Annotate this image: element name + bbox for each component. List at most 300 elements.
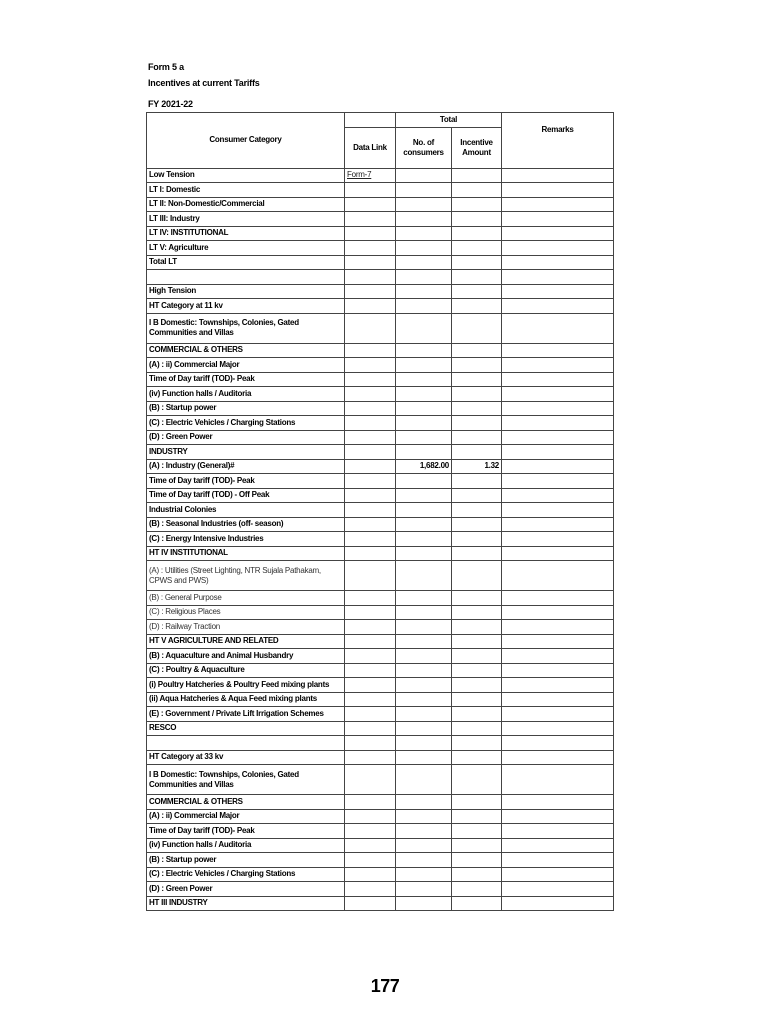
data-link-cell xyxy=(345,358,396,373)
consumer-category-cell: (A) : Utilities (Street Lighting, NTR Sujala Pathakam, CPWS and PWS) xyxy=(147,561,345,591)
incentive-amount-cell xyxy=(452,212,502,227)
consumer-category-cell: LT V: Agriculture xyxy=(147,241,345,256)
table-row xyxy=(147,591,614,606)
page-number: 177 xyxy=(370,976,400,996)
table-row xyxy=(147,634,614,649)
incentive-amount-cell xyxy=(452,401,502,416)
consumer-category-cell xyxy=(147,736,345,751)
incentive-amount-cell xyxy=(452,750,502,765)
remarks-cell xyxy=(502,867,614,882)
data-link-cell xyxy=(345,620,396,635)
no-of-consumers-cell xyxy=(396,620,452,635)
data-link-cell xyxy=(345,372,396,387)
no-of-consumers-cell xyxy=(396,750,452,765)
data-link-cell xyxy=(345,212,396,227)
remarks-cell xyxy=(502,183,614,198)
remarks-cell xyxy=(502,488,614,503)
incentive-amount-cell xyxy=(452,649,502,664)
form-title: Incentives at current Tariffs xyxy=(148,78,260,88)
table-row xyxy=(147,765,614,795)
table-row xyxy=(147,546,614,561)
remarks-cell xyxy=(502,401,614,416)
incentive-amount-cell xyxy=(452,546,502,561)
header-total: Total xyxy=(396,113,502,128)
incentive-amount-cell xyxy=(452,867,502,882)
remarks-cell xyxy=(502,824,614,839)
remarks-cell xyxy=(502,663,614,678)
table-row xyxy=(147,343,614,358)
header-no-of-consumers: No. of consumers xyxy=(396,127,452,168)
table-row xyxy=(147,430,614,445)
incentive-amount-cell xyxy=(452,387,502,402)
incentive-amount-cell xyxy=(452,591,502,606)
incentive-amount-cell xyxy=(452,183,502,198)
no-of-consumers-cell xyxy=(396,736,452,751)
no-of-consumers-cell xyxy=(396,561,452,591)
no-of-consumers-cell xyxy=(396,765,452,795)
table-row xyxy=(147,226,614,241)
incentive-amount-cell xyxy=(452,197,502,212)
data-link-cell xyxy=(345,284,396,299)
data-link-cell xyxy=(345,692,396,707)
table-row xyxy=(147,459,614,474)
no-of-consumers-cell xyxy=(396,532,452,547)
data-link-cell xyxy=(345,853,396,868)
incentive-amount-cell xyxy=(452,634,502,649)
remarks-cell xyxy=(502,896,614,911)
remarks-cell xyxy=(502,634,614,649)
data-link-cell xyxy=(345,750,396,765)
data-link-cell xyxy=(345,824,396,839)
fiscal-year: FY 2021-22 xyxy=(148,99,193,109)
no-of-consumers-cell xyxy=(396,445,452,460)
no-of-consumers-cell xyxy=(396,226,452,241)
table-row xyxy=(147,678,614,693)
consumer-category-cell: Low Tension xyxy=(147,168,345,183)
data-link-cell xyxy=(345,678,396,693)
table-row xyxy=(147,896,614,911)
header-data-link: Data Link xyxy=(345,127,396,168)
data-link-cell xyxy=(345,401,396,416)
consumer-category-cell: COMMERCIAL & OTHERS xyxy=(147,343,345,358)
no-of-consumers-cell xyxy=(396,867,452,882)
remarks-cell xyxy=(502,707,614,722)
consumer-category-cell: (iv) Function halls / Auditoria xyxy=(147,838,345,853)
table-row xyxy=(147,313,614,343)
remarks-cell xyxy=(502,721,614,736)
no-of-consumers-cell xyxy=(396,546,452,561)
data-link-cell xyxy=(345,867,396,882)
no-of-consumers-cell xyxy=(396,517,452,532)
consumer-category-cell: Time of Day tariff (TOD)- Peak xyxy=(147,474,345,489)
consumer-category-cell: HT Category at 11 kv xyxy=(147,299,345,314)
incentive-amount-cell xyxy=(452,707,502,722)
table-row xyxy=(147,197,614,212)
remarks-cell xyxy=(502,459,614,474)
remarks-cell xyxy=(502,168,614,183)
data-link-cell xyxy=(345,387,396,402)
consumer-category-cell: (E) : Government / Private Lift Irrigation Schemes xyxy=(147,707,345,722)
table-row xyxy=(147,401,614,416)
remarks-cell xyxy=(502,692,614,707)
no-of-consumers-cell xyxy=(396,503,452,518)
no-of-consumers-cell xyxy=(396,853,452,868)
data-link-cell xyxy=(345,838,396,853)
table-row xyxy=(147,474,614,489)
table-row xyxy=(147,212,614,227)
incentive-amount-cell xyxy=(452,168,502,183)
remarks-cell xyxy=(502,226,614,241)
remarks-cell xyxy=(502,343,614,358)
consumer-category-cell: LT IV: INSTITUTIONAL xyxy=(147,226,345,241)
incentive-amount-cell xyxy=(452,299,502,314)
no-of-consumers-cell xyxy=(396,707,452,722)
remarks-cell xyxy=(502,299,614,314)
data-link-cell xyxy=(345,430,396,445)
consumer-category-cell: Total LT xyxy=(147,255,345,270)
remarks-cell xyxy=(502,678,614,693)
consumer-category-cell: HT IV INSTITUTIONAL xyxy=(147,546,345,561)
table-row xyxy=(147,561,614,591)
table-row xyxy=(147,663,614,678)
consumer-category-cell: (C) : Religious Places xyxy=(147,605,345,620)
table-row xyxy=(147,284,614,299)
table-row xyxy=(147,445,614,460)
remarks-cell xyxy=(502,474,614,489)
incentive-amount-cell xyxy=(452,561,502,591)
no-of-consumers-cell xyxy=(396,343,452,358)
remarks-cell xyxy=(502,372,614,387)
table-row xyxy=(147,692,614,707)
incentive-amount-cell xyxy=(452,488,502,503)
remarks-cell xyxy=(502,561,614,591)
incentive-amount-cell: 1.32 xyxy=(452,459,502,474)
remarks-cell xyxy=(502,750,614,765)
data-link-cell xyxy=(345,649,396,664)
remarks-cell xyxy=(502,517,614,532)
remarks-cell xyxy=(502,387,614,402)
data-link-cell xyxy=(345,183,396,198)
no-of-consumers-cell xyxy=(396,824,452,839)
incentive-amount-cell xyxy=(452,226,502,241)
consumer-category-cell: (B) : Aquaculture and Animal Husbandry xyxy=(147,649,345,664)
remarks-cell xyxy=(502,503,614,518)
table-row xyxy=(147,387,614,402)
header-consumer-category: Consumer Category xyxy=(147,113,345,169)
remarks-cell xyxy=(502,605,614,620)
data-link-cell xyxy=(345,226,396,241)
table-row xyxy=(147,750,614,765)
incentive-amount-cell xyxy=(452,692,502,707)
data-link-cell xyxy=(345,532,396,547)
consumer-category-cell: Industrial Colonies xyxy=(147,503,345,518)
table-row xyxy=(147,299,614,314)
incentive-amount-cell xyxy=(452,882,502,897)
remarks-cell xyxy=(502,255,614,270)
no-of-consumers-cell xyxy=(396,591,452,606)
consumer-category-cell: (B) : Startup power xyxy=(147,853,345,868)
incentive-amount-cell xyxy=(452,809,502,824)
data-link-cell xyxy=(345,605,396,620)
table-row xyxy=(147,853,614,868)
incentive-amount-cell xyxy=(452,736,502,751)
data-link-cell xyxy=(345,663,396,678)
no-of-consumers-cell xyxy=(396,430,452,445)
table-row xyxy=(147,882,614,897)
remarks-cell xyxy=(502,591,614,606)
incentive-amount-cell xyxy=(452,270,502,285)
no-of-consumers-cell xyxy=(396,372,452,387)
incentive-amount-cell xyxy=(452,620,502,635)
incentive-amount-cell xyxy=(452,416,502,431)
no-of-consumers-cell xyxy=(396,284,452,299)
remarks-cell xyxy=(502,546,614,561)
data-link-cell xyxy=(345,445,396,460)
no-of-consumers-cell xyxy=(396,255,452,270)
remarks-cell xyxy=(502,313,614,343)
incentive-amount-cell xyxy=(452,284,502,299)
data-link-cell xyxy=(345,809,396,824)
no-of-consumers-cell xyxy=(396,634,452,649)
data-link-cell xyxy=(345,765,396,795)
incentive-amount-cell xyxy=(452,663,502,678)
remarks-cell xyxy=(502,430,614,445)
table-row xyxy=(147,255,614,270)
consumer-category-cell: HT III INDUSTRY xyxy=(147,896,345,911)
data-link-cell xyxy=(345,416,396,431)
consumer-category-cell: (C) : Electric Vehicles / Charging Stations xyxy=(147,867,345,882)
remarks-cell xyxy=(502,809,614,824)
remarks-cell xyxy=(502,416,614,431)
data-link-cell xyxy=(345,561,396,591)
header-incentive-amount: Incentive Amount xyxy=(452,127,502,168)
data-link-cell xyxy=(345,503,396,518)
incentive-amount-cell xyxy=(452,343,502,358)
consumer-category-cell: HT Category at 33 kv xyxy=(147,750,345,765)
remarks-cell xyxy=(502,358,614,373)
consumer-category-cell: (A) : ii) Commercial Major xyxy=(147,358,345,373)
no-of-consumers-cell xyxy=(396,721,452,736)
consumer-category-cell: (A) : ii) Commercial Major xyxy=(147,809,345,824)
incentive-amount-cell xyxy=(452,430,502,445)
table-row xyxy=(147,358,614,373)
incentive-amount-cell xyxy=(452,474,502,489)
table-row xyxy=(147,605,614,620)
no-of-consumers-cell xyxy=(396,663,452,678)
no-of-consumers-cell xyxy=(396,416,452,431)
incentive-amount-cell xyxy=(452,678,502,693)
consumer-category-cell: High Tension xyxy=(147,284,345,299)
data-link-cell xyxy=(345,488,396,503)
no-of-consumers-cell xyxy=(396,168,452,183)
data-link-cell xyxy=(345,795,396,810)
remarks-cell xyxy=(502,838,614,853)
no-of-consumers-cell: 1,682.00 xyxy=(396,459,452,474)
incentive-amount-cell xyxy=(452,838,502,853)
remarks-cell xyxy=(502,445,614,460)
data-link-cell xyxy=(345,241,396,256)
table-row xyxy=(147,649,614,664)
incentive-amount-cell xyxy=(452,517,502,532)
incentives-table xyxy=(146,112,614,911)
no-of-consumers-cell xyxy=(396,197,452,212)
table-row xyxy=(147,416,614,431)
incentive-amount-cell xyxy=(452,313,502,343)
consumer-category-cell: (C) : Poultry & Aquaculture xyxy=(147,663,345,678)
remarks-cell xyxy=(502,736,614,751)
consumer-category-cell: LT I: Domestic xyxy=(147,183,345,198)
table-row xyxy=(147,503,614,518)
data-link-cell xyxy=(345,270,396,285)
no-of-consumers-cell xyxy=(396,474,452,489)
remarks-cell xyxy=(502,212,614,227)
consumer-category-cell: (A) : Industry (General)# xyxy=(147,459,345,474)
table-row xyxy=(147,517,614,532)
table-row xyxy=(147,867,614,882)
consumer-category-cell: Time of Day tariff (TOD)- Peak xyxy=(147,372,345,387)
data-link-cell xyxy=(345,591,396,606)
consumer-category-cell: (i) Poultry Hatcheries & Poultry Feed mixing plants xyxy=(147,678,345,693)
remarks-cell xyxy=(502,620,614,635)
incentive-amount-cell xyxy=(452,503,502,518)
consumer-category-cell: I B Domestic: Townships, Colonies, Gated Communities and Villas xyxy=(147,313,345,343)
incentive-amount-cell xyxy=(452,532,502,547)
consumer-category-cell: (B) : Seasonal Industries (off- season) xyxy=(147,517,345,532)
table-row xyxy=(147,183,614,198)
table-row xyxy=(147,241,614,256)
consumer-category-cell: LT II: Non-Domestic/Commercial xyxy=(147,197,345,212)
remarks-cell xyxy=(502,882,614,897)
data-link-cell xyxy=(345,634,396,649)
consumer-category-cell: I B Domestic: Townships, Colonies, Gated Communities and Villas xyxy=(147,765,345,795)
consumer-category-cell: (B) : General Purpose xyxy=(147,591,345,606)
data-link-cell xyxy=(345,707,396,722)
consumer-category-cell: (D) : Green Power xyxy=(147,882,345,897)
table-row xyxy=(147,838,614,853)
table-row xyxy=(147,736,614,751)
no-of-consumers-cell xyxy=(396,649,452,664)
table-row xyxy=(147,270,614,285)
incentive-amount-cell xyxy=(452,795,502,810)
no-of-consumers-cell xyxy=(396,488,452,503)
data-link-cell xyxy=(345,343,396,358)
incentive-amount-cell xyxy=(452,255,502,270)
incentive-amount-cell xyxy=(452,358,502,373)
data-link-cell xyxy=(345,517,396,532)
remarks-cell xyxy=(502,853,614,868)
remarks-cell xyxy=(502,795,614,810)
data-link-cell xyxy=(345,197,396,212)
incentive-amount-cell xyxy=(452,445,502,460)
consumer-category-cell: COMMERCIAL & OTHERS xyxy=(147,795,345,810)
no-of-consumers-cell xyxy=(396,896,452,911)
incentive-amount-cell xyxy=(452,765,502,795)
incentive-amount-cell xyxy=(452,896,502,911)
consumer-category-cell: (C) : Energy Intensive Industries xyxy=(147,532,345,547)
no-of-consumers-cell xyxy=(396,838,452,853)
no-of-consumers-cell xyxy=(396,313,452,343)
table-row xyxy=(147,824,614,839)
data-link-cell xyxy=(345,474,396,489)
data-link-cell xyxy=(345,736,396,751)
no-of-consumers-cell xyxy=(396,605,452,620)
remarks-cell xyxy=(502,284,614,299)
table-row xyxy=(147,488,614,503)
no-of-consumers-cell xyxy=(396,270,452,285)
consumer-category-cell: (D) : Green Power xyxy=(147,430,345,445)
incentive-amount-cell xyxy=(452,853,502,868)
table-row xyxy=(147,795,614,810)
remarks-cell xyxy=(502,270,614,285)
table-row xyxy=(147,721,614,736)
remarks-cell xyxy=(502,765,614,795)
consumer-category-cell xyxy=(147,270,345,285)
no-of-consumers-cell xyxy=(396,401,452,416)
incentive-amount-cell xyxy=(452,241,502,256)
data-link-cell xyxy=(345,255,396,270)
consumer-category-cell: Time of Day tariff (TOD)- Peak xyxy=(147,824,345,839)
header-remarks: Remarks xyxy=(502,113,614,169)
no-of-consumers-cell xyxy=(396,241,452,256)
consumer-category-cell: LT III: Industry xyxy=(147,212,345,227)
table-row xyxy=(147,620,614,635)
no-of-consumers-cell xyxy=(396,183,452,198)
consumer-category-cell: (B) : Startup power xyxy=(147,401,345,416)
data-link-cell xyxy=(345,313,396,343)
incentive-amount-cell xyxy=(452,721,502,736)
no-of-consumers-cell xyxy=(396,387,452,402)
incentive-amount-cell xyxy=(452,605,502,620)
no-of-consumers-cell xyxy=(396,795,452,810)
consumer-category-cell: (iv) Function halls / Auditoria xyxy=(147,387,345,402)
table-row xyxy=(147,809,614,824)
consumer-category-cell: Time of Day tariff (TOD) - Off Peak xyxy=(147,488,345,503)
form-number: Form 5 a xyxy=(148,62,184,72)
data-link-cell xyxy=(345,896,396,911)
incentive-amount-cell xyxy=(452,824,502,839)
no-of-consumers-cell xyxy=(396,809,452,824)
consumer-category-cell: HT V AGRICULTURE AND RELATED xyxy=(147,634,345,649)
header-blank xyxy=(345,113,396,128)
data-link-cell xyxy=(345,882,396,897)
table-row xyxy=(147,707,614,722)
consumer-category-cell: (D) : Railway Traction xyxy=(147,620,345,635)
remarks-cell xyxy=(502,532,614,547)
no-of-consumers-cell xyxy=(396,212,452,227)
data-link-cell xyxy=(345,459,396,474)
consumer-category-cell: INDUSTRY xyxy=(147,445,345,460)
no-of-consumers-cell xyxy=(396,358,452,373)
remarks-cell xyxy=(502,241,614,256)
data-link-cell xyxy=(345,721,396,736)
table-row xyxy=(147,168,614,183)
table-row xyxy=(147,372,614,387)
remarks-cell xyxy=(502,649,614,664)
data-link-cell[interactable]: Form-7 xyxy=(345,168,396,183)
incentive-amount-cell xyxy=(452,372,502,387)
no-of-consumers-cell xyxy=(396,692,452,707)
data-link-cell xyxy=(345,299,396,314)
no-of-consumers-cell xyxy=(396,678,452,693)
no-of-consumers-cell xyxy=(396,299,452,314)
remarks-cell xyxy=(502,197,614,212)
table-row xyxy=(147,532,614,547)
data-link-cell xyxy=(345,546,396,561)
consumer-category-cell: (ii) Aqua Hatcheries & Aqua Feed mixing plants xyxy=(147,692,345,707)
consumer-category-cell: (C) : Electric Vehicles / Charging Stations xyxy=(147,416,345,431)
no-of-consumers-cell xyxy=(396,882,452,897)
consumer-category-cell: RESCO xyxy=(147,721,345,736)
